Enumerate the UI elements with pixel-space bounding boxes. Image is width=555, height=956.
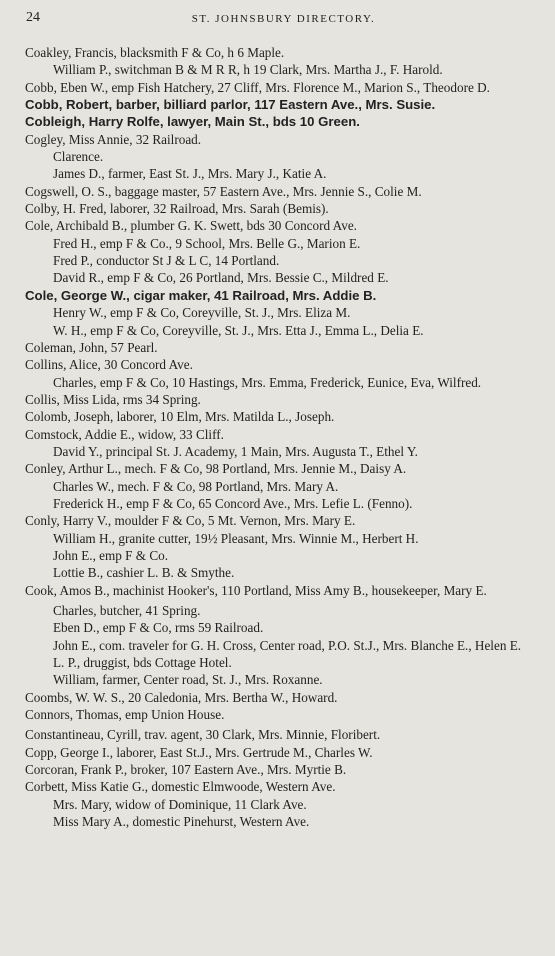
directory-sub-entry: Charles W., mech. F & Co, 98 Portland, Mrs. Mary A. — [53, 478, 339, 494]
page-header — [26, 10, 541, 30]
directory-entry: Cobb, Eben W., emp Fish Hatchery, 27 Cliff, Mrs. Florence M., Marion S., Theodore D. — [25, 79, 490, 95]
directory-sub-entry: Fred H., emp F & Co., 9 School, Mrs. Belle G., Marion E. — [53, 235, 361, 251]
directory-sub-entry: Eben D., emp F & Co, rms 59 Railroad. — [53, 620, 264, 636]
directory-entry: Cole, Archibald B., plumber G. K. Swett, bds 30 Concord Ave. — [25, 218, 357, 234]
directory-sub-entry: Clarence. — [53, 149, 104, 165]
directory-entry: Coleman, John, 57 Pearl. — [25, 339, 158, 355]
directory-entry: Coakley, Francis, blacksmith F & Co, h 6 Maple. — [25, 45, 285, 60]
running-title: ST. JOHNSBURY DIRECTORY. — [191, 13, 376, 25]
directory-entry: Constantineau, Cyrill, trav. agent, 30 Clark, Mrs. Minnie, Floribert. — [25, 727, 381, 743]
page-number: 24 — [26, 10, 40, 25]
directory-sub-entry: Mrs. Mary, widow of Dominique, 11 Clark Ave. — [53, 796, 307, 812]
directory-sub-entry: William H., granite cutter, 19½ Pleasant, Mrs. Winnie M., Herbert H. — [53, 530, 419, 546]
directory-entry: Comstock, Addie E., widow, 33 Cliff. — [25, 426, 224, 442]
directory-sub-entry: David R., emp F & Co, 26 Portland, Mrs. Bessie C., Mildred E. — [53, 270, 389, 286]
directory-sub-entry: Henry W., emp F & Co, Coreyville, St. J., Mrs. Eliza M. — [53, 305, 351, 321]
directory-entry: Copp, George I., laborer, East St.J., Mrs. Gertrude M., Charles W. — [25, 744, 373, 760]
directory-entry: Cogley, Miss Annie, 32 Railroad. — [25, 131, 202, 147]
directory-entry: Cobleigh, Harry Rolfe, lawyer, Main St., bds 10 Green. — [25, 114, 360, 130]
directory-entry: Collis, Miss Lida, rms 34 Spring. — [25, 391, 201, 407]
directory-sub-entry: David Y., principal St. J. Academy, 1 Main, Mrs. Augusta T., Ethel Y. — [53, 443, 418, 459]
directory-entry: Coombs, W. W. S., 20 Caledonia, Mrs. Bertha W., Howard. — [25, 689, 338, 705]
directory-entry: Corcoran, Frank P., broker, 107 Eastern Ave., Mrs. Myrtie B. — [25, 762, 347, 778]
directory-entry: Connors, Thomas, emp Union House. — [25, 707, 225, 723]
directory-entry: Cook, Amos B., machinist Hooker's, 110 Portland, Miss Amy B., housekeeper, Mary E. — [25, 582, 487, 598]
directory-sub-entry: James D., farmer, East St. J., Mrs. Mary J., Katie A. — [53, 166, 327, 182]
directory-entry: Cole, George W., cigar maker, 41 Railroad, Mrs. Addie B. — [25, 287, 377, 303]
directory-sub-entry: Charles, emp F & Co, 10 Hastings, Mrs. Emma, Frederick, Eunice, Eva, Wilfred. — [53, 374, 482, 390]
directory-sub-entry: William P., switchman B & M R R, h 19 Clark, Mrs. Martha J., F. Harold. — [53, 62, 443, 78]
directory-entry: Conly, Harry V., moulder F & Co, 5 Mt. Vernon, Mrs. Mary E. — [25, 513, 356, 529]
directory-sub-entry: William, farmer, Center road, St. J., Mrs. Roxanne. — [53, 672, 323, 688]
directory-entry: Colby, H. Fred, laborer, 32 Railroad, Mrs. Sarah (Bemis). — [25, 201, 329, 217]
directory-sub-entry: Charles, butcher, 41 Spring. — [53, 603, 201, 618]
directory-sub-entry: W. H., emp F & Co, Coreyville, St. J., Mrs. Etta J., Emma L., Delia E. — [53, 322, 424, 338]
directory-sub-entry: L. P., druggist, bds Cottage Hotel. — [53, 655, 232, 671]
directory-sub-entry: Frederick H., emp F & Co, 65 Concord Ave., Mrs. Lefie L. (Fenno). — [53, 495, 413, 511]
directory-sub-entry: Lottie B., cashier L. B. & Smythe. — [53, 565, 235, 581]
directory-entry: Colomb, Joseph, laborer, 10 Elm, Mrs. Matilda L., Joseph. — [25, 409, 335, 425]
directory-entry: Cogswell, O. S., baggage master, 57 Eastern Ave., Mrs. Jennie S., Colie M. — [25, 183, 422, 199]
directory-sub-entry: John E., com. traveler for G. H. Cross, Center road, P.O. St.J., Mrs. Blanche E., Helen E. — [53, 637, 522, 653]
directory-sub-entry: Fred P., conductor St J & L C, 14 Portland. — [53, 253, 280, 269]
directory-entry: Corbett, Miss Katie G., domestic Elmwoode, Western Ave. — [25, 779, 336, 795]
directory-entries — [25, 44, 540, 830]
directory-entry: Collins, Alice, 30 Concord Ave. — [25, 357, 193, 373]
directory-entry: Cobb, Robert, barber, billiard parlor, 117 Eastern Ave., Mrs. Susie. — [25, 97, 436, 113]
directory-sub-entry: Miss Mary A., domestic Pinehurst, Western Ave. — [53, 814, 310, 830]
directory-entry: Conley, Arthur L., mech. F & Co, 98 Portland, Mrs. Jennie M., Daisy A. — [25, 461, 407, 477]
directory-sub-entry: John E., emp F & Co. — [53, 547, 169, 563]
